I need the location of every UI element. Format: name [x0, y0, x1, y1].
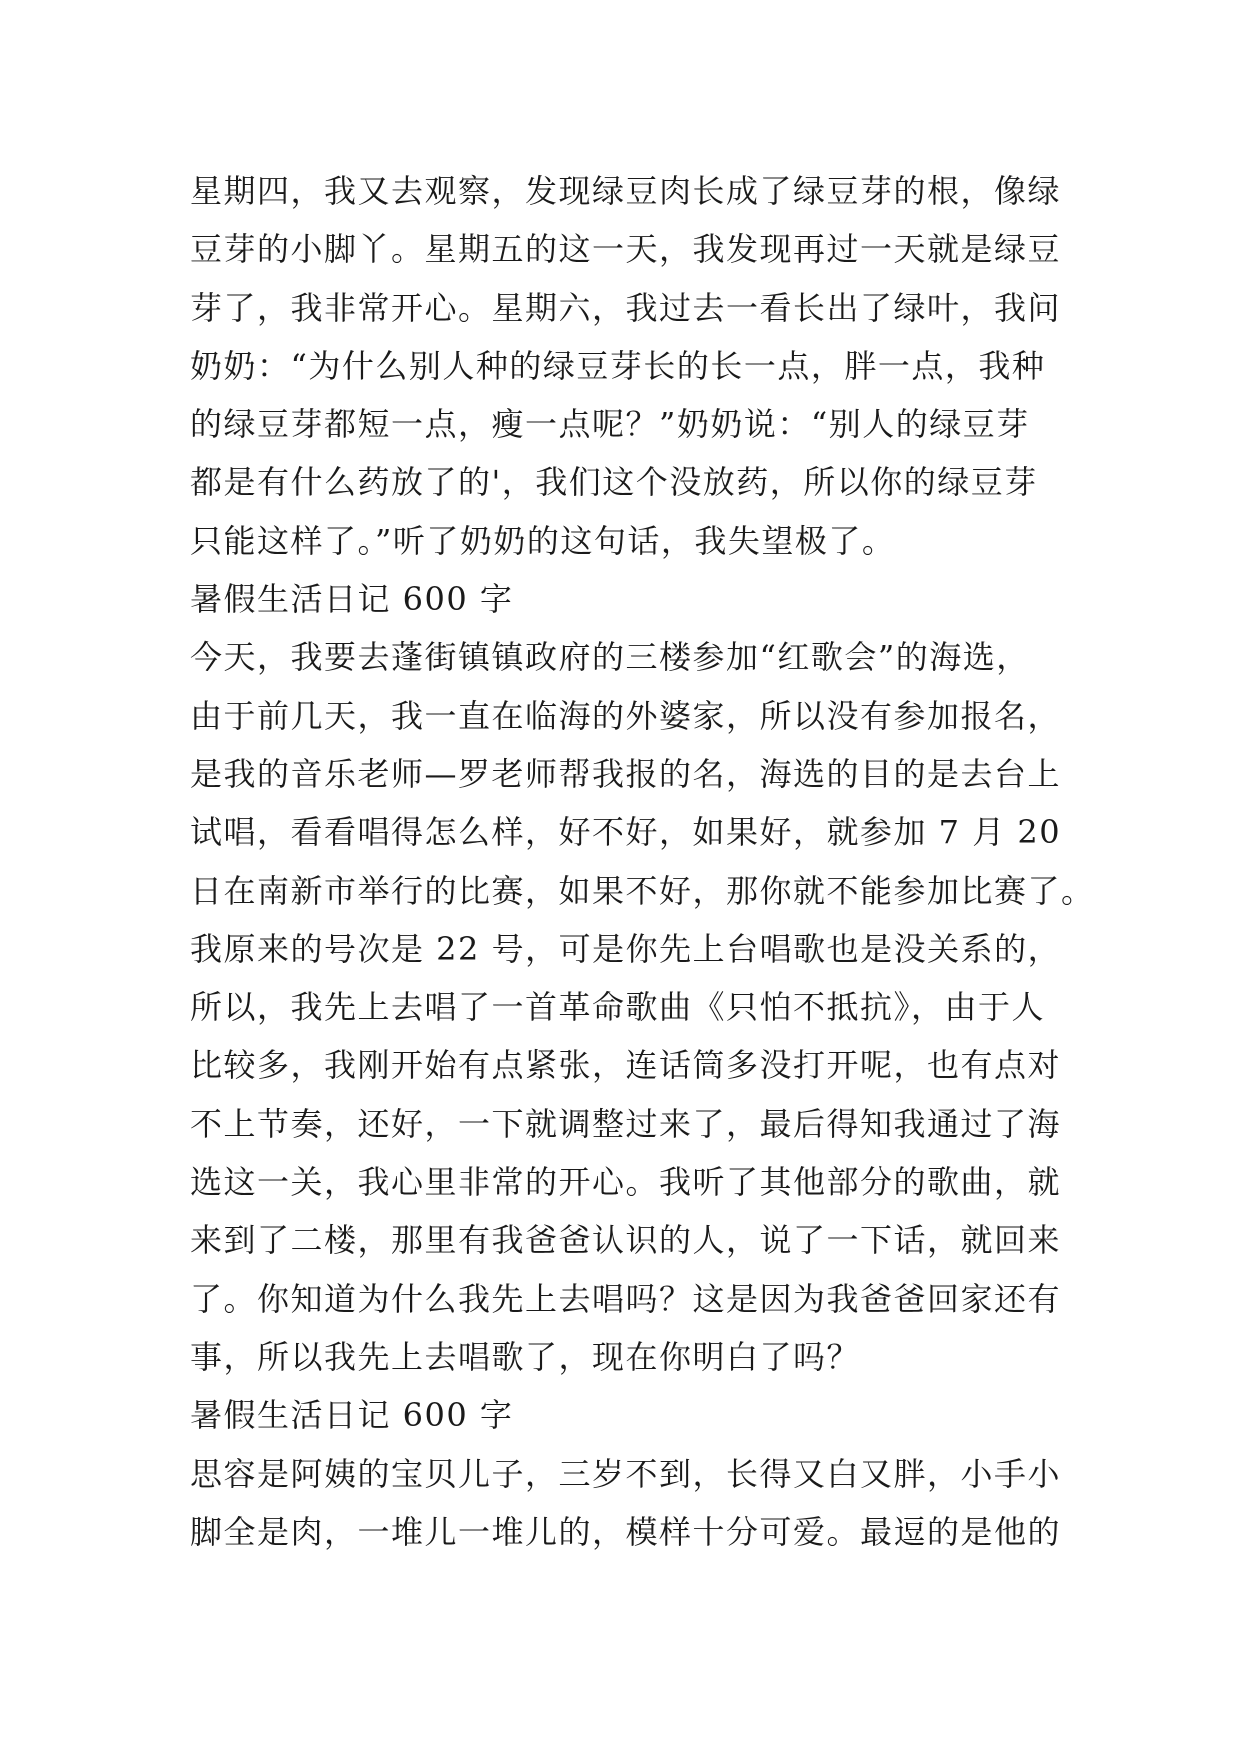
text-line: 星期四，我又去观察，发现绿豆肉长成了绿豆芽的根，像绿 — [190, 172, 1062, 210]
text-line: 是我的音乐老师—罗老师帮我报的名，海选的目的是去台上 — [190, 754, 1062, 793]
text-line: 思容是阿姨的宝贝儿子，三岁不到，长得又白又胖，小手小 — [190, 1454, 1062, 1493]
text-line: 芽了，我非常开心。星期六，我过去一看长出了绿叶，我问 — [190, 288, 1062, 327]
text-line: 我原来的号次是 22 号，可是你先上台唱歌也是没关系的， — [190, 929, 1062, 968]
section-heading: 暑假生活日记 600 字 — [190, 580, 514, 619]
text-line: 事，所以我先上去唱歌了，现在你明白了吗？ — [190, 1337, 861, 1376]
text-line: 都是有什么药放了的'，我们这个没放药，所以你的绿豆芽 — [190, 463, 1038, 502]
section-heading: 暑假生活日记 600 字 — [190, 1396, 514, 1435]
text-line: 来到了二楼，那里有我爸爸认识的人，说了一下话，就回来 — [190, 1221, 1062, 1260]
text-line: 的绿豆芽都短一点，瘦一点呢？”奶奶说：“别人的绿豆芽 — [190, 405, 1030, 444]
text-line: 所以，我先上去唱了一首革命歌曲《只怕不抵抗》，由于人 — [190, 988, 1046, 1027]
text-line: 了。你知道为什么我先上去唱吗？这是因为我爸爸回家还有 — [190, 1279, 1062, 1318]
text-line: 日在南新市举行的比赛，如果不好，那你就不能参加比赛了。 — [190, 871, 1095, 910]
text-line: 试唱，看看唱得怎么样，好不好，如果好，就参加 7 月 20 — [190, 813, 1062, 852]
text-line: 比较多，我刚开始有点紧张，连话筒多没打开呢，也有点对 — [190, 1046, 1062, 1085]
text-line: 只能这样了。”听了奶奶的这句话，我失望极了。 — [190, 521, 896, 560]
text-line: 奶奶：“为什么别人种的绿豆芽长的长一点，胖一点，我种 — [190, 346, 1046, 385]
document-body — [190, 162, 1095, 1561]
text-line: 不上节奏，还好，一下就调整过来了，最后得知我通过了海 — [190, 1104, 1062, 1143]
text-line: 豆芽的小脚丫。星期五的这一天，我发现再过一天就是绿豆 — [190, 230, 1062, 269]
text-line: 脚全是肉，一堆儿一堆儿的，模样十分可爱。最逗的是他的 — [190, 1512, 1062, 1551]
text-line: 由于前几天，我一直在临海的外婆家，所以没有参加报名， — [190, 696, 1062, 735]
text-line: 选这一关，我心里非常的开心。我听了其他部分的歌曲，就 — [190, 1163, 1062, 1202]
text-line: 今天，我要去蓬街镇镇政府的三楼参加“红歌会”的海选， — [190, 638, 1030, 677]
